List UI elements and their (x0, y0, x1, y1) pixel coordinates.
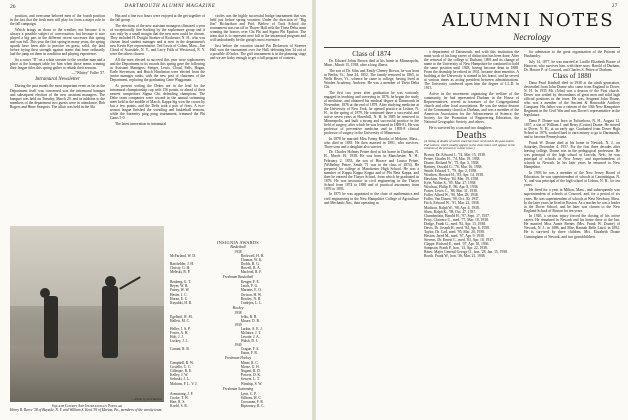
award-recipient: Holt, J. J. (170, 334, 184, 339)
award-recipient: Soboski, J. L. (170, 377, 190, 382)
paragraph: The latest innovation in intramural (115, 121, 167, 126)
award-recipient: Walsh, D. J. (240, 339, 259, 344)
award-recipient: Macleod, R. F. (240, 270, 262, 275)
deaths-heading: Deaths (456, 130, 487, 142)
insignia-block-year: 1938 (234, 250, 242, 255)
deaths-note: [A listing of deaths of which word has been received in the past month. Full notices, which usually appear in the class notes, will appear in the columns of the present or a later issue.] (424, 139, 516, 151)
award-recipient: Lyon, C. P. (240, 391, 257, 396)
left-column-1 (10, 14, 105, 110)
photo-caption (10, 404, 164, 412)
squash-court-photo (10, 226, 164, 402)
insignia-row (170, 270, 306, 274)
running-head: DARTMOUTH ALUMNI MAGAZINE (124, 4, 216, 9)
paragraph: Active in the movement organizing the welfare of the community, he had represented Durham in the House of Representatives, served as treasurer of the Congregational church and other local associations. He was the senior deacon of the Community church at Durham, and was a member of the American Association for the Advancement of Science, the Society for the Promotion of Engineering Education, the National Geographic Society, and others. (424, 92, 519, 125)
award-recipient: Campbell, R. W. (170, 361, 194, 366)
death-entry: Clappe, Richard E., med. '07, Apr. 10, 1936. (424, 241, 490, 246)
award-recipient: Rowley, N. R. (240, 296, 262, 301)
death-entry: Woolson, Philip P., '86, Apr. 8, 1938. (424, 185, 479, 190)
award-recipient: Beyer, W. B. (170, 284, 189, 289)
award-recipient: Rockwell, H. H. (240, 254, 265, 259)
caption-title: Squash Courts Are Increasingly Popular (51, 404, 123, 408)
deaths-list (424, 153, 519, 258)
paragraph: Which brings us down to the weather, not because it is always a possible subject of conversation, but because it sure played a big part in the different recent successes this spring and was full. This year the first spring in many years, the spring squads have been able to practice on grass; solid, dry land before trying their strength against teams that have ordinarily had the jump on them in condition and playing experience. (10, 27, 105, 57)
award-recipient: Kelley, J. W. (170, 373, 189, 378)
paragraph: He lived for a year in Milton, Mass., and subsequently was superintendent of schools at Concord, and, for a period of six years. He was superintendent of schools at West Newbury, Mass. In the later years he lived in Boston. As a teacher he was a leader in the Dover School, and he later was chosen to the New England School of Boston for ten years. (524, 188, 620, 213)
left-column-2 (110, 14, 205, 224)
author-signature: —"Whitey" Fuller '37. (71, 71, 105, 76)
award-recipient: Kenger, F. E. (240, 280, 260, 285)
right-column-3 (524, 50, 620, 416)
death-entry: Stevens, Dr. Ernest C., med. '03, Apr. 10, 1937. (424, 237, 494, 242)
award-recipient: Gillespie, R. E. (170, 369, 193, 374)
paragraph: All the men elected to succeed this year were sophomores and the Department in its awards this spring gave the following as Assistant Managers: Steiger, Lewis, Cloud, Falls, Hagan, Earle Stevenson, and Hutch Hinchman were elected from the junior manager ranks, with the new post of chairmen of the Department, replacing the graduating Gene Waggaman. (110, 57, 205, 82)
right-page (316, 0, 628, 420)
death-entry: Davis, Dr. Joseph H., med. '84, Apr. 6, 1938. (424, 225, 490, 230)
paragraph: So a rosier "D" on a white sweater to the weather man and a place at the banquet table for him when those teams winning their league titles this spring gather to rehash their seasons. (10, 57, 105, 70)
page-subtitle: Necrology (513, 32, 551, 42)
award-recipient: Larkin, A. E. J. (240, 326, 263, 331)
paragraph: The son of Dr. Silas and Emily Cheney Brown, he was born in Berlin, Vt., June 24, 1852. The family removed in 1865, to Wells River, Vt., whence he came to college, having lived at Warden Academy, Andover. He was a member of Theta Delta Chi. (324, 68, 419, 89)
insignia-block-year: 1940 (234, 343, 242, 348)
award-recipient: Jelks, R. B. (240, 314, 258, 319)
page-title: ALUMNI NOTES (442, 10, 615, 31)
award-recipient: Egelhoff, R. M. (170, 314, 193, 319)
paragraph: During the past month the most important event as far as the Department itself was concerned was the intramural banquet and subsequent election of the new assistant managers. The banquet was held on Tuesday, March 29, and in addition to the members of the department two guests were in attendance, Bob Rogers and Hime Seaspots. The affair was held in the Ski (10, 84, 105, 109)
player-figure (102, 286, 118, 358)
insignia-block-title: Basketball (230, 245, 246, 249)
death-entry: Ranney, Oswald G., '76, Mar. 16, 1938. (424, 165, 483, 170)
award-recipient: Armstrong, J. F. (170, 391, 194, 396)
paragraph: position, and overcame beloved men of the fourth position in the fact that the fresh men will play for from a major role in the fall campaign. (10, 14, 105, 27)
award-recipient: Kuyuhki, H. R. (170, 300, 193, 305)
death-entry: Brown, Dr. Edward J., '74, Mar. 15, 1938. (424, 152, 486, 157)
award-recipient: Fairey, W. W. (170, 288, 190, 293)
death-entry: Fuller, Van Dusen, '90, Oct. 30, 1937. (424, 197, 480, 202)
player-head (105, 276, 116, 287)
award-recipient: Cooke, T. W. (170, 395, 189, 400)
insignia-row (170, 382, 306, 386)
section-heading: Intramural Newsletter (35, 77, 80, 83)
award-recipient: Howell, R. A. (240, 266, 261, 271)
death-entry: Dodge, Frank G., med. '82, Apr. 13, 1938. (424, 221, 487, 226)
death-entry: Smith, Edward T., '79, Apr. 2, 1938. (424, 169, 478, 174)
paragraph: At present writing the Dekes are in the lead for the intramural championship cup with 156 points, or ahead of their nearest competitors Sigma Chi, defending champions. The Deke team companies were second in the annual swimming meet held in the middle of March, Kappa Sig won the crown by but a few points, and the Delts took a pair of firsts. A two-season league finished the wrestling and basketball seasons, while the fraternity ping pong tournament, trimmed the Phi Gams 5-0. (110, 83, 205, 120)
class-heading-1880: Class of 1880 (552, 71, 592, 80)
insignia-row (170, 301, 306, 305)
paragraph: Just before the vacation started Pat Dickerson of Streeter Hall won the tournament over Joe Hall, defeating him 34 out of a possible 40 holes. The golf tournament is in the planning stage and we are lucky enough to get a full program of contests. (210, 43, 306, 61)
award-recipient: Eaton, F. B. (240, 351, 258, 356)
award-recipient: Powers, D. K. (240, 373, 261, 378)
award-recipient: Nugent, R. D. (240, 369, 261, 374)
paragraph: He is survived by a son and two daughters. (429, 126, 493, 131)
death-entry: Sampson, Frank P., hon. '13, Apr. 22, 1938. (424, 245, 488, 250)
award-recipient: Crossman, F. R. (240, 399, 264, 404)
award-recipient: Crague, F. S. (240, 347, 260, 352)
right-column-1 (324, 50, 419, 416)
award-recipient: Batchelder, J. H. (170, 262, 194, 267)
paragraph: Dana Pearl Kimball died in 1938 at the ninth generation, descended from John Doane who came from England to Dover, N. H. In 1935 Mr. (John) was a deacon of the First church. Dover was settled by descendants of great men and solid high official positions in the town. He was, Sergeant John Doane, who was a member of the Ancient & Honorable Artillery Company. His father was a veteran of the 10th New Hampshire Regiment in the Civil War and was Dover's representative in the legislature. (524, 80, 620, 118)
page-number-left: 26 (10, 4, 16, 10)
death-entry: Worthen, Howard H., '83, Apr. 14, 1938. (424, 173, 484, 178)
death-entry: Booth, Frank W., hon. '36, Mar. 21, 1938. (424, 254, 486, 259)
left-column-3 (210, 14, 306, 238)
award-recipient: Lesotte, J. A. (240, 334, 260, 339)
death-entry: Fuller, Alfred W., '90, Mar. 28, 1938. (424, 193, 479, 198)
right-column-2 (424, 50, 519, 416)
insignia-block-title: Hockey (232, 305, 244, 310)
title-rule (324, 47, 620, 48)
award-recipient: Hester, J. C. (170, 292, 188, 297)
death-entry: Heston, Jared M., med. '97, Apr. 9, 1938. (424, 233, 485, 238)
photo-credit: —Photo by Arch Ralston (132, 397, 162, 401)
paragraph: circles was the highly successful bridge tournament that was held just before spring vacation. Under the direction of "Big Jim" Richardson and Prof. Barlow of Tuck School the tournament was run off in Thayer Hall with the Theta Delta team winning the honors over Chi Phi and Sigma Phi Epsilon. The team that is to represent next fall in the intramural program and will undoubtedly be the group's most extensive. (210, 14, 306, 43)
award-recipient: Costello, C. C. (170, 365, 192, 370)
death-entry: Fitch, Edward W., '91, Mar. 22, 1938. (424, 201, 480, 206)
insignia-block-year: 1939 (234, 322, 242, 327)
award-recipient: Koehl, S. R. (170, 403, 188, 408)
award-recipient: Lasch, F. G. (240, 284, 259, 289)
paragraph: The elections of the new assistant managers climaxed a year of exceptionally fine backing by the sophomore group and it was only by a small margin that the new men could be chosen. They included H. Dwight Stoeker of Rochester, N. H., who was chosen head student manager and is now in the department's new Kevin Kye representative. Ted Lewis of Cohen, Mass., Jim Cloud of Scarsdale, N. Y., and Larry Falls of Westwood, N. Y. were the others chosen. (110, 23, 205, 57)
insignia-row (170, 351, 306, 355)
award-recipient: Heller, J. A. P. (170, 326, 191, 331)
player-head (40, 288, 50, 298)
award-recipient: Luckey, J. L. (170, 339, 189, 344)
award-recipient: Dodds, R. G. (240, 262, 260, 267)
award-recipient: Winship, S. W. (240, 381, 263, 386)
award-recipient: Martens, E. O. (240, 288, 262, 293)
award-recipient: Benberg, G. T. (170, 280, 192, 285)
paragraph: In 1878 he married Miss Fanny Brooks of Melrose, Mass., who died in 1881. He then married in 1891, who survives. Three sons and a daughter also survive. (324, 136, 419, 149)
death-entry: Hawkins, Wesley, '84, Mar. 19, 1938. (424, 177, 480, 182)
death-entry: Perry, Clarence C., med. '77, Mar. 18, 1938. (424, 217, 489, 222)
paragraph: The first two years after graduation he was variously engaged in teaching and surveying in 1876, he began the study of medicine, and obtained his medical degree at Dartmouth in November, 1876 at the end of 1879. After studying medicine at the University of New York, he opened practice at Lisbon, N. H., in the spring of 1879. He continued there a successful and active seven years at Haverhill, N. H. In 1885 he removed to Minneapolis, and built a strong and successful practice in the field of surgery, after which he was lectured in 1889-91. He was professor of preventive medicine and in 1895-8 clinical professor of surgery in the University of Minnesota. (324, 90, 419, 136)
paragraph: Hut and a fine two hours were enjoyed at the get-together of the fall group. (110, 14, 205, 23)
award-recipient: Moore, D. B. (240, 318, 260, 323)
insignia-awards-list (170, 244, 306, 408)
death-entry: Madison, Ralph W., '98, Apr. 4, 1938. (424, 205, 480, 210)
left-page (0, 0, 312, 420)
insignia-block-year: 1938 (234, 310, 242, 315)
award-recipient: Sowers, L. T. (240, 377, 260, 382)
award-recipient: Hallett, M. C. (170, 318, 190, 323)
insignia-block-title: Freshman Swimming (222, 386, 254, 391)
insignia-block-title: Freshman Hockey (224, 356, 252, 361)
paragraph: July 14, 1877, he was married at Lucille Elizabeth Boone of Hanover, who survives him, with three sons: Harold of Durham, Dr. Horace P. of Concord, and Charles S. Pettee of Durham. (524, 59, 620, 72)
death-entry: Kyle, Walter S., '85, Mar. 27, 1938. (424, 181, 477, 186)
paragraph: for admission to the great organization of the Patrons of Husbandry. (524, 50, 620, 59)
award-recipient (170, 351, 235, 355)
award-recipient: Morse, G. H. (240, 365, 260, 370)
award-recipient: Conant, R. B. (170, 347, 190, 352)
paragraph: Dana P. Doane was born in Tuftonboro, N. H., August 12, 1857, a son of William J. and Betsy (Cotton) Doane. He moved to Dover, N. H., at an early age. Graduated from Dover High School in 1876, worked hard to earn money to go to Dartmouth, and to become Pennsylvania. (524, 118, 620, 140)
death-entry: Chamberlain, Harold H., '97, Sept. 17, 1937. (424, 213, 490, 218)
paragraph: Dr. Charles Holmes Pettee died at his home in Durham, N. H., March 19, 1938. He was born in Manchester, N. H., February 2, 1853, the son of Horace and Louisa Pettee. (Wilhelmy Pettee, Smith '71 was in the class of 1874). He prepared for college at Manchester High School. He was a member of Kappa Kappa Kappa and of Phi Beta Kappa, and then he entered the Thayer School, from which he graduated in 1876. He was instructor in civil engineering in the Thayer School from 1874 to 1880 and of practical astronomy from 1876 to 1893. (324, 150, 419, 191)
award-recipient: Sillivan, W. C. (240, 395, 262, 400)
award-recipient: Christy, G. H. (170, 266, 191, 271)
award-recipient: McFarland, W. D. (170, 254, 196, 259)
paragraph: Frank W. Doane died at his home in Newark, N. J., on Saturday, December 4, 1937. For the first three decades after leaving college, Doane was in the pedagogical profession. He was principal of the high school at Lincoln, Neb.; he was principal of schools in New Jersey; and superintendent of schools in Newark. In his later years he returned to New Hampshire. (524, 140, 620, 169)
award-recipient: Malcom, F. L. V. J. (170, 381, 198, 386)
award-recipient: McIntire, J. T. (240, 330, 262, 335)
death-entry: Shaw, Ralph K., '98, Oct. 27, 1937. (424, 209, 477, 214)
award-recipient: Hart, R. S. (170, 399, 186, 404)
award-recipient: Foster, A. H. (170, 330, 189, 335)
death-entry: Taylor, Dr. Carl, med. '95, Mar. 20, 1938. (424, 229, 485, 234)
award-recipient: Horan, E. C. (170, 296, 189, 301)
paragraph: In 1920, a serious injury forced the closing of his active career. He remained in Newark and his home there to the last. He married Miss Annie Bernes (Mrs. Frank W. Doane) of Newark, N. J., in 1886, and Miss Hannah Belle Laird, in 1892. He is survived by three children, Mrs. Elizabeth Doane Cunningham of Newark, and two grandchildren. (524, 214, 620, 239)
death-entry: Ritter, Major General George O., hon. '28, Jan. 15, 1938. (424, 250, 508, 255)
award-recipient: Miner, R. C. (240, 361, 259, 366)
insignia-row (170, 404, 306, 408)
player-figure (44, 296, 58, 358)
insignia-title: INSIGNIA AWARDS (217, 240, 259, 245)
death-entry: Foster, Lewis C., '88, Mar. 31, 1938. (424, 189, 478, 194)
paragraph: In 1903 he was a member of the New Jersey Board of Education, he was superintendent of schools at Canandaigua, N. Y., and was principal of the high school at Lisbon, N. H., for ten years. (524, 170, 620, 187)
award-recipient: Ripsonary, R. C. (240, 403, 265, 408)
award-recipient: Thomas, W. K. (240, 258, 263, 263)
paragraph: Dr. Edward Johns Brown died at his home in Minneapolis, Minn., March 15, 1938, after a long illness. (324, 59, 419, 68)
caption-text: Henry R. Reeve '38 of Bayside, N. Y. and William S. Kent '39 of Merion, Pa., members of the varsity team. (10, 408, 163, 412)
paragraph: a department of Dartmouth, and with this institution the main work of his long career of distinction has been done. After the removal of the college to Durham, 1893 and its change of name to the University of New Hampshire he continued to hold the same position until 1928, having become dean in 1888. From the deanship he retired in 1931, became dean emeritus. A building at the University is named in his honor, and he served at various times as acting president between administrations. The University conferred upon him the degree of LL.D. in 1913. (424, 50, 519, 91)
award-recipient: Orrison, H. W. (240, 292, 262, 297)
paragraph: In 1875 he was appointed to the chair of mathematics and civil engineering in the New Hampshire College of Agriculture and Mechanic Arts, then operating as (324, 192, 419, 205)
page-number-right: 27 (612, 4, 618, 9)
award-recipient: Tradejen, L. L. (240, 300, 263, 305)
award-recipient: Meleski, B. P. (170, 270, 191, 275)
insignia-block-title: Freshman Basketball (222, 275, 254, 280)
death-entry: Pettee, Charles H., '74, Mar. 19, 1938. (424, 156, 481, 161)
death-entry: Doane, Richard W., '75, Apr. 5, 1938. (424, 161, 480, 165)
class-heading-1874: Class of 1874 (352, 50, 391, 58)
